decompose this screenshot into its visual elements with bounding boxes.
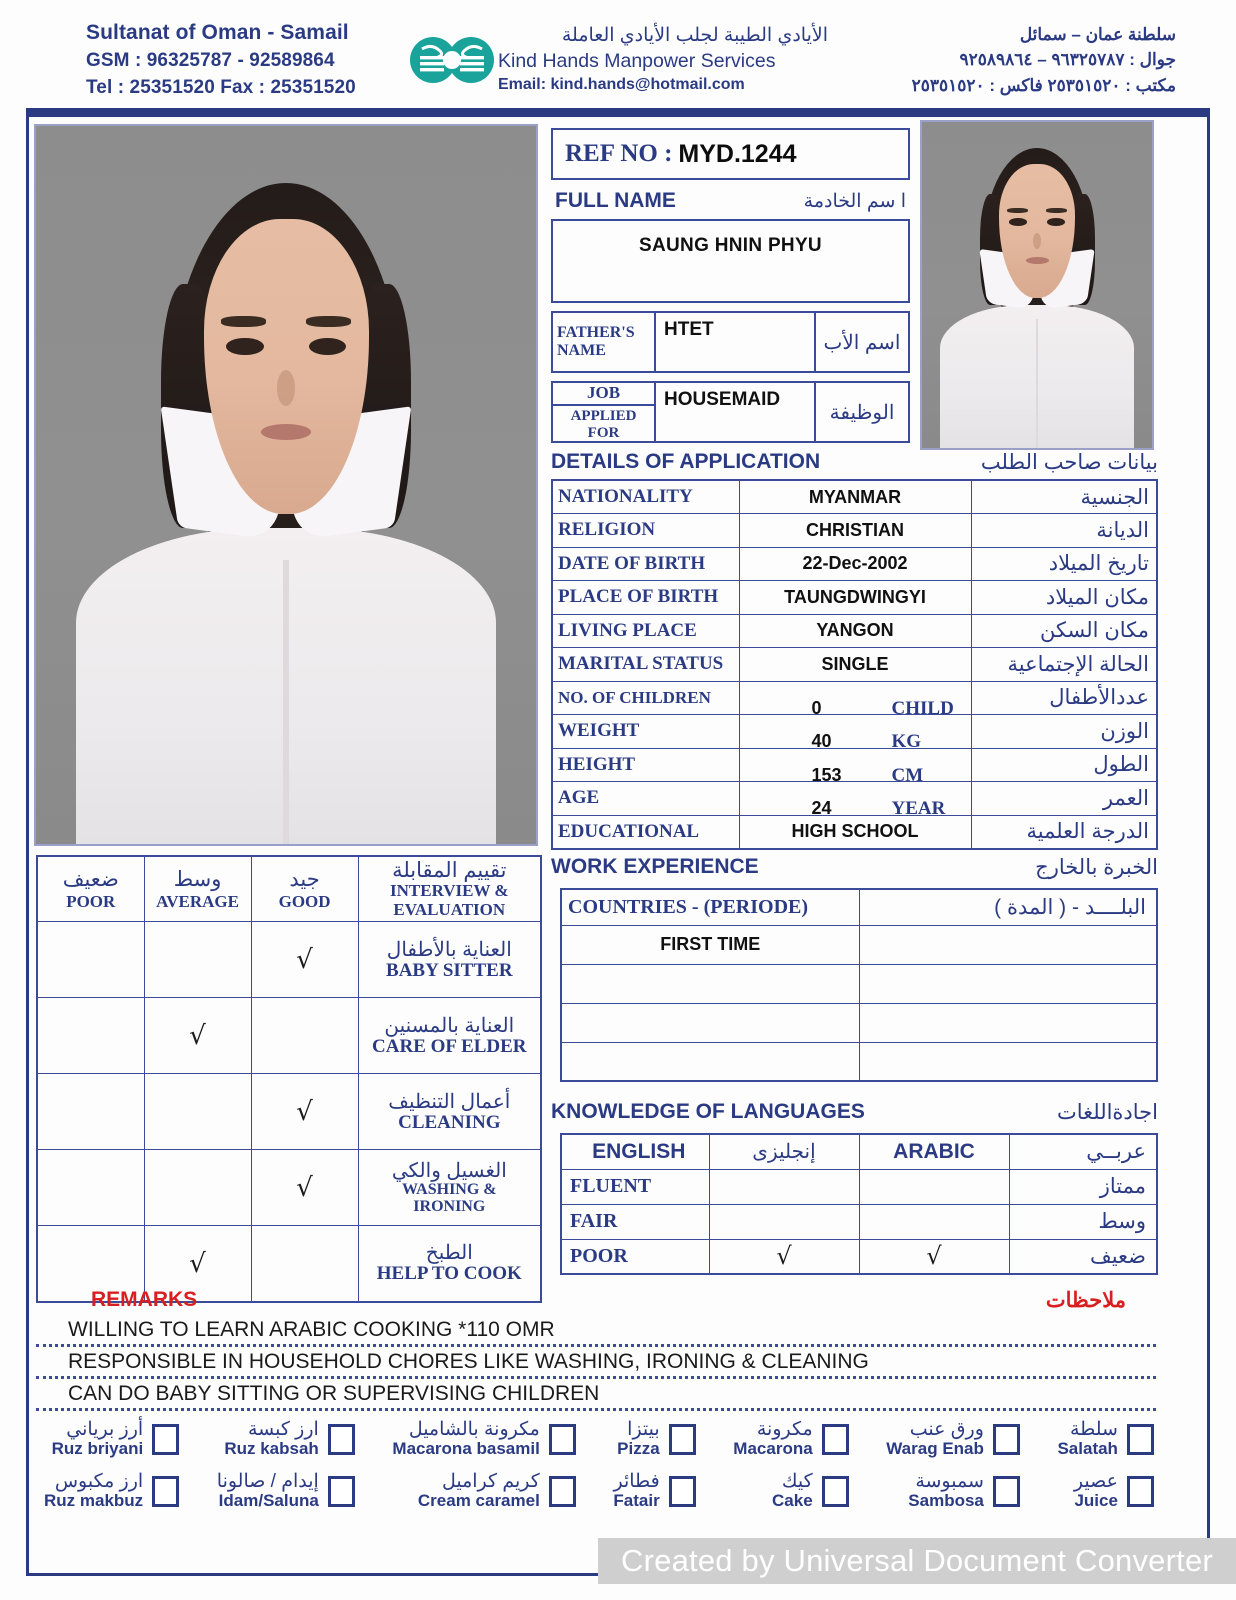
remarks-title-en: REMARKS [91, 1288, 198, 1311]
work-experience-row [561, 925, 1157, 964]
evaluation-rating-cell[interactable] [251, 1074, 358, 1150]
lang-level-en: POOR [561, 1239, 709, 1274]
food-item-label: ارز كبسة Ruz kabsah [224, 1419, 319, 1459]
details-row [552, 480, 1157, 514]
evaluation-tick: √ [296, 1096, 313, 1127]
details-unit: YEAR [891, 798, 946, 820]
evaluation-rating-cell[interactable] [144, 922, 251, 998]
evaluation-rating-cell[interactable] [251, 922, 358, 998]
work-period-cell[interactable] [859, 1003, 1157, 1042]
lang-level-en: FAIR [561, 1204, 709, 1239]
details-value-cell: HIGH SCHOOL [739, 815, 971, 849]
details-key-ar: الوزن [971, 715, 1157, 749]
evaluation-skill-label: الطبخ HELP TO COOK [358, 1226, 541, 1302]
details-unit: CM [891, 764, 924, 786]
details-value-cell: TAUNGDWINGYI [739, 581, 971, 615]
remark-line: CAN DO BABY SITTING OR SUPERVISING CHILDREN [36, 1379, 1156, 1411]
food-checkbox-item[interactable] [733, 1472, 848, 1510]
food-checkbox[interactable] [549, 1476, 576, 1507]
details-key-ar: مكان الميلاد [971, 581, 1157, 615]
full-name-label-en: FULL NAME [555, 189, 676, 212]
details-key: HEIGHT [552, 748, 739, 782]
work-experience-header [551, 853, 1158, 881]
mobile-numbers-ar: جوال : ٩٦٣٢٥٧٨٧ – ٩٢٥٨٩٨٦٤ [959, 50, 1176, 70]
work-experience-row [561, 1042, 1157, 1081]
language-tick: √ [926, 1242, 942, 1271]
details-key: EDUCATIONAL [552, 815, 739, 849]
evaluation-rating-cell[interactable] [37, 922, 144, 998]
food-checkbox-item[interactable] [1057, 1472, 1153, 1510]
food-checkbox-item[interactable] [217, 1472, 355, 1510]
food-checkbox[interactable] [822, 1476, 849, 1507]
work-country-cell[interactable]: FIRST TIME [561, 925, 859, 964]
work-period-cell[interactable] [859, 925, 1157, 964]
work-title-ar: الخبرة بالخارج [1035, 855, 1158, 879]
remark-line: RESPONSIBLE IN HOUSEHOLD CHORES LIKE WASHING, IRONING & CLEANING [36, 1347, 1156, 1379]
food-item-label: سمبوسة Sambosa [908, 1471, 984, 1511]
lang-english-cell[interactable] [709, 1239, 859, 1274]
food-checkbox[interactable] [1127, 1476, 1154, 1507]
food-checkbox[interactable] [669, 1476, 696, 1507]
remarks-header [36, 1285, 1156, 1315]
job-value-cell [656, 383, 816, 441]
details-row [552, 681, 1157, 715]
details-of-application-table [551, 479, 1158, 850]
food-checkbox[interactable] [993, 1424, 1020, 1455]
details-row [552, 514, 1157, 548]
details-value: 0 [811, 697, 822, 718]
details-key: NATIONALITY [552, 480, 739, 514]
job-applied-row [551, 381, 910, 443]
evaluation-skill-label: أعمال التنظيف CLEANING [358, 1074, 541, 1150]
details-unit: KG [891, 731, 922, 753]
lang-english-header-en: ENGLISH [561, 1134, 709, 1169]
evaluation-tick: √ [296, 1172, 313, 1203]
details-key-ar: عددالأطفال [971, 681, 1157, 715]
details-row [552, 815, 1157, 849]
full-name-value-box [551, 219, 910, 303]
cooking-skills-checkbox-grid [44, 1420, 1154, 1510]
evaluation-rating-cell[interactable] [144, 1074, 251, 1150]
evaluation-skill-label: العناية بالمسنين CARE OF ELDER [358, 998, 541, 1074]
header-company-names [498, 23, 828, 96]
interview-evaluation-table [36, 855, 542, 1303]
details-value: 153 [811, 764, 842, 785]
food-checkbox-item[interactable] [392, 1420, 575, 1458]
evaluation-row [37, 922, 541, 998]
food-checkbox-item[interactable] [217, 1420, 355, 1458]
lang-arabic-header-ar: عربــي [1009, 1134, 1157, 1169]
portrait-artwork [36, 126, 536, 844]
id-portrait-artwork [922, 122, 1152, 448]
evaluation-rating-cell[interactable] [144, 998, 251, 1074]
gsm-numbers: GSM : 96325787 - 92589864 [86, 49, 335, 71]
evaluation-rating-cell[interactable] [37, 998, 144, 1074]
languages-header [551, 1098, 1158, 1126]
evaluation-rating-cell[interactable] [144, 1150, 251, 1226]
food-item-label: كيك Cake [772, 1471, 813, 1511]
details-key-ar: الجنسية [971, 480, 1157, 514]
lang-english-header-ar: إنجليزى [709, 1134, 859, 1169]
company-email: Email: kind.hands@hotmail.com [498, 76, 745, 94]
job-label-ar-cell [816, 383, 908, 441]
food-item-label: ارز مكبوس Ruz makbuz [44, 1471, 144, 1511]
food-checkbox-item[interactable] [392, 1472, 575, 1510]
food-checkbox[interactable] [152, 1424, 179, 1455]
food-checkbox-item[interactable] [44, 1472, 179, 1510]
work-experience-row [561, 964, 1157, 1003]
details-key: DATE OF BIRTH [552, 547, 739, 581]
details-key-ar: الطول [971, 748, 1157, 782]
details-key-ar: العمر [971, 782, 1157, 816]
languages-header-row [561, 1134, 1157, 1169]
details-key: RELIGION [552, 514, 739, 548]
lang-english-cell[interactable] [709, 1169, 859, 1204]
evaluation-corner-header: تقييم المقابلة INTERVIEW & EVALUATION [358, 856, 541, 922]
details-key: WEIGHT [552, 715, 739, 749]
food-item-label: عصير Juice [1073, 1471, 1118, 1511]
job-label-ar: الوظيفة [829, 401, 895, 424]
food-column [613, 1420, 695, 1510]
evaluation-rating-cell[interactable] [37, 1150, 144, 1226]
food-column [733, 1420, 848, 1510]
food-checkbox[interactable] [549, 1424, 576, 1455]
languages-row [561, 1169, 1157, 1204]
details-key: NO. OF CHILDREN [552, 681, 739, 715]
evaluation-rating-cell[interactable] [251, 1150, 358, 1226]
food-checkbox-item[interactable] [886, 1472, 1020, 1510]
fathers-name-row [551, 311, 910, 373]
evaluation-tick: √ [296, 944, 313, 975]
food-item-label: كريم كراميل Cream caramel [417, 1471, 540, 1511]
applicant-full-photo [34, 124, 538, 846]
evaluation-skill-label: الغسيل والكي WASHING & IRONING [358, 1150, 541, 1226]
fathers-name-label-en: FATHER'S NAME [553, 313, 656, 371]
details-row [552, 547, 1157, 581]
details-value-cell: MYANMAR [739, 480, 971, 514]
details-key: AGE [552, 782, 739, 816]
food-checkbox[interactable] [328, 1476, 355, 1507]
food-checkbox[interactable] [328, 1424, 355, 1455]
full-name-value: SAUNG HNIN PHYU [639, 235, 822, 256]
fathers-name-label-ar: اسم الأب [823, 331, 901, 354]
food-item-label: فطائر Fatair [613, 1471, 660, 1511]
details-value-cell [739, 715, 971, 753]
remarks-title-ar: ملاحظات [1045, 1288, 1126, 1312]
food-item-label: أرز برياني Ruz briyani [51, 1419, 144, 1459]
work-header-row [561, 889, 1157, 925]
food-checkbox[interactable] [669, 1424, 696, 1455]
applicant-id-photo [920, 120, 1154, 450]
details-value-cell [739, 748, 971, 786]
details-key: PLACE OF BIRTH [552, 581, 739, 615]
work-experience-row [561, 1003, 1157, 1042]
food-checkbox[interactable] [993, 1476, 1020, 1507]
evaluation-skill-label: العناية بالأطفال BABY SITTER [358, 922, 541, 998]
lang-level-ar: وسط [1009, 1204, 1157, 1239]
kind-hands-logo-icon [408, 29, 496, 91]
details-value-cell: YANGON [739, 614, 971, 648]
header-right-contact-ar [828, 22, 1210, 99]
work-country-cell[interactable] [561, 1042, 859, 1081]
food-item-label: مكرونة Macarona [733, 1419, 813, 1459]
languages-title-ar: اجادةاللغات [1056, 1100, 1158, 1124]
details-value: 40 [811, 731, 832, 752]
knowledge-of-languages-table [560, 1133, 1158, 1275]
details-row [552, 614, 1157, 648]
details-title-en: DETAILS OF APPLICATION [551, 450, 821, 473]
food-column [44, 1420, 179, 1510]
details-key-ar: تاريخ الميلاد [971, 547, 1157, 581]
company-name-en: Kind Hands Manpower Services [498, 49, 776, 72]
ref-no-label: REF NO : [565, 140, 673, 167]
lang-arabic-cell[interactable] [859, 1239, 1009, 1274]
food-checkbox[interactable] [1127, 1424, 1154, 1455]
details-key-ar: الدرجة العلمية [971, 815, 1157, 849]
food-checkbox-item[interactable] [44, 1420, 179, 1458]
food-checkbox-item[interactable] [613, 1420, 695, 1458]
job-label-en: JOB APPLIED FOR [553, 383, 656, 441]
food-item-label: بيتزا Pizza [617, 1419, 660, 1459]
food-column [1057, 1420, 1153, 1510]
languages-row [561, 1204, 1157, 1239]
food-item-label: سلطة Salatah [1057, 1419, 1118, 1459]
header-left-contact [26, 18, 406, 102]
food-item-label: مكرونة بالشاميل Macarona basamil [392, 1419, 540, 1459]
evaluation-tick: √ [189, 1020, 206, 1051]
evaluation-row [37, 1150, 541, 1226]
details-key-ar: الديانة [971, 514, 1157, 548]
evaluation-row [37, 998, 541, 1074]
languages-title-en: KNOWLEDGE OF LANGUAGES [551, 1100, 865, 1123]
remark-line: WILLING TO LEARN ARABIC COOKING *110 OMR [36, 1315, 1156, 1347]
food-checkbox-item[interactable] [886, 1420, 1020, 1458]
work-countries-header-en: COUNTRIES - (PERIODE) [561, 889, 859, 925]
lang-arabic-cell[interactable] [859, 1204, 1009, 1239]
work-country-cell[interactable] [561, 964, 859, 1003]
details-unit: CHILD [891, 697, 954, 719]
document-header [26, 10, 1210, 110]
full-name-label-row [551, 186, 910, 216]
work-period-cell[interactable] [859, 1042, 1157, 1081]
details-value-cell: 22-Dec-2002 [739, 547, 971, 581]
company-logo [406, 29, 498, 91]
company-location-ar: سلطنة عمان – سمائل [1019, 24, 1176, 44]
details-row [552, 782, 1157, 816]
languages-row [561, 1239, 1157, 1274]
work-title-en: WORK EXPERIENCE [551, 855, 759, 878]
details-value-cell: SINGLE [739, 648, 971, 682]
language-tick: √ [776, 1242, 792, 1271]
office-fax-ar: مكتب : ٢٥٣٥١٥٢٠ فاكس : ٢٥٣٥١٥٢٠ [911, 75, 1176, 95]
lang-level-en: FLUENT [561, 1169, 709, 1204]
evaluation-row [37, 1074, 541, 1150]
watermark-banner: Created by Universal Document Converter [598, 1538, 1236, 1584]
food-checkbox[interactable] [152, 1476, 179, 1507]
details-title-ar: بيانات صاحب الطلب [980, 450, 1158, 474]
fathers-name-value: HTET [664, 319, 714, 340]
work-period-cell[interactable] [859, 964, 1157, 1003]
details-row [552, 748, 1157, 782]
details-section-header [551, 449, 1158, 475]
tel-fax-numbers: Tel : 25351520 Fax : 25351520 [86, 76, 356, 98]
evaluation-tick: √ [189, 1248, 206, 1279]
details-key-ar: الحالة الإجتماعية [971, 648, 1157, 682]
lang-arabic-cell[interactable] [859, 1169, 1009, 1204]
job-value: HOUSEMAID [664, 389, 781, 410]
food-checkbox-item[interactable] [1057, 1420, 1153, 1458]
details-value-cell [739, 681, 971, 719]
food-column [217, 1420, 355, 1510]
ref-no-box [551, 128, 910, 180]
details-row [552, 581, 1157, 615]
details-row [552, 648, 1157, 682]
full-name-label-ar: ا سم الخادمة [803, 190, 906, 212]
details-value-cell [739, 782, 971, 820]
details-key: MARITAL STATUS [552, 648, 739, 682]
food-checkbox[interactable] [822, 1424, 849, 1455]
details-key: LIVING PLACE [552, 614, 739, 648]
work-countries-header-ar: البلــــد - ( المدة ) [859, 889, 1157, 925]
details-row [552, 715, 1157, 749]
details-value: 24 [811, 798, 832, 819]
food-item-label: ورق عنب Warag Enab [886, 1419, 984, 1459]
details-value-cell: CHRISTIAN [739, 514, 971, 548]
work-country-cell[interactable] [561, 1003, 859, 1042]
food-checkbox-item[interactable] [613, 1472, 695, 1510]
fathers-name-value-cell [656, 313, 816, 371]
evaluation-rating-cell[interactable] [37, 1074, 144, 1150]
details-key-ar: مكان السكن [971, 614, 1157, 648]
evaluation-col-header: جيد GOOD [251, 856, 358, 922]
fathers-name-label-ar-cell [816, 313, 908, 371]
food-column [392, 1420, 575, 1510]
food-item-label: إيدام / صالونا Idam/Saluna [216, 1471, 319, 1511]
evaluation-col-header: وسط AVERAGE [144, 856, 251, 922]
lang-level-ar: ممتاز [1009, 1169, 1157, 1204]
company-location-en: Sultanat of Oman - Samail [86, 21, 349, 45]
ref-no-value: MYD.1244 [678, 139, 797, 168]
evaluation-col-header: ضعيف POOR [37, 856, 144, 922]
work-experience-table [560, 888, 1158, 1082]
food-column [886, 1420, 1020, 1510]
lang-english-cell[interactable] [709, 1204, 859, 1239]
evaluation-rating-cell[interactable] [251, 998, 358, 1074]
lang-level-ar: ضعيف [1009, 1239, 1157, 1274]
evaluation-header-row [37, 856, 541, 922]
food-checkbox-item[interactable] [733, 1420, 848, 1458]
company-name-ar: الأيادي الطيبة لجلب الأيادي العاملة [561, 25, 828, 47]
lang-arabic-header-en: ARABIC [859, 1134, 1009, 1169]
